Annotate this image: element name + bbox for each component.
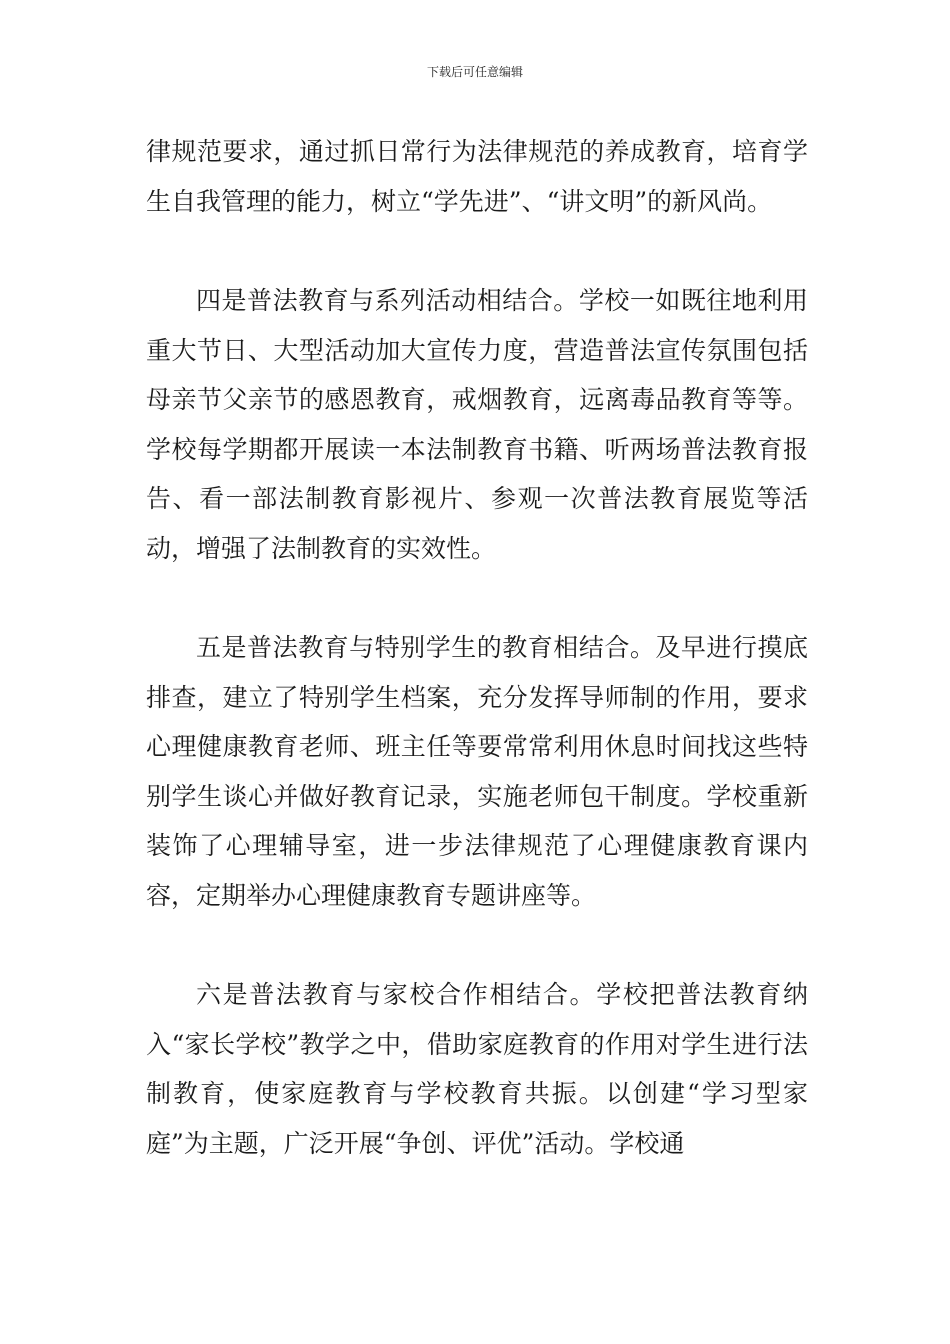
paragraph-six: 六是普法教育与家校合作相结合。学校把普法教育纳入“家长学校”教学之中，借助家庭教育的作用对学生进行法制教育，使家庭教育与学校教育共振。以创建“学习型家庭”为主题，广泛开展“争创、评优”活动。学校通 — [146, 980, 808, 1158]
paragraph-spacer — [146, 226, 808, 276]
page-header: 下载后可任意编辑 — [426, 65, 523, 79]
paragraph-five: 五是普法教育与特别学生的教育相结合。及早进行摸底排查，建立了特别学生档案，充分发挥导师制的作用，要求心理健康教育老师、班主任等要常常利用休息时间找这些特别学生谈心并做好教育记录，实施老师包干制度。学校重新装饰了心理辅导室，进一步法律规范了心理健康教育课内容，定期举办心理健康教育专题讲座等。 — [146, 633, 808, 910]
document-body — [146, 127, 808, 1168]
paragraph-continuation: 律规范要求，通过抓日常行为法律规范的养成教育，培育学生自我管理的能力，树立“学先进”、“讲文明”的新风尚。 — [146, 137, 808, 216]
paragraph-spacer — [146, 920, 808, 970]
paragraph-four: 四是普法教育与系列活动相结合。学校一如既往地利用重大节日、大型活动加大宣传力度，营造普法宣传氛围包括母亲节父亲节的感恩教育，戒烟教育，远离毒品教育等等。学校每学期都开展读一本法制教育书籍、听两场普法教育报告、看一部法制教育影视片、参观一次普法教育展览等活动，增强了法制教育的实效性。 — [146, 286, 808, 563]
paragraph-spacer — [146, 573, 808, 623]
